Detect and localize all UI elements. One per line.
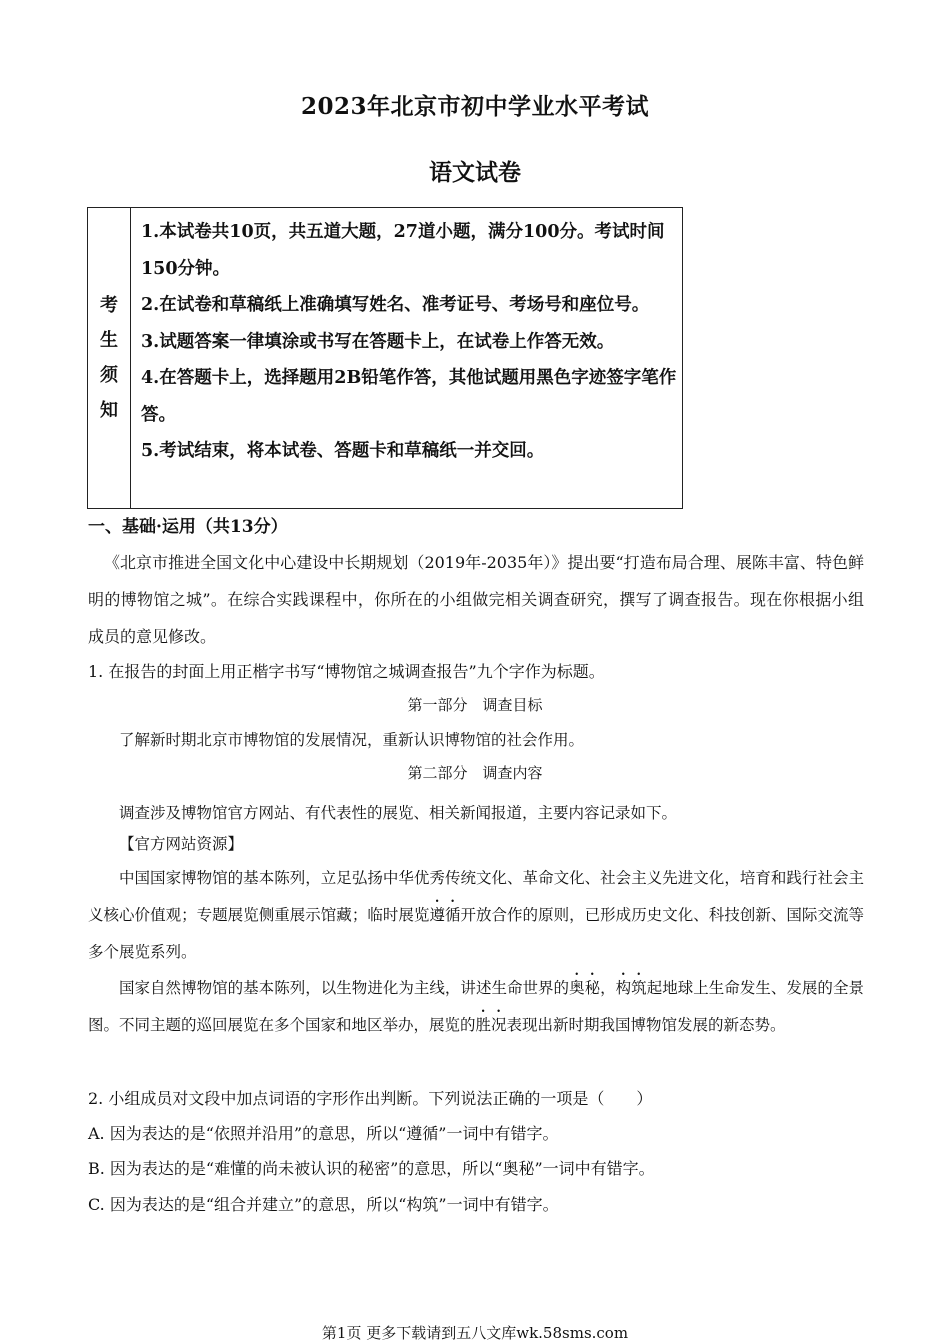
intro-paragraph: 《北京市推进全国文化中心建设中长期规划（2019年-2035年）》提出要“打造布局合理、展陈丰富、特色鲜明的博物馆之城”。在综合实践课程中，你所在的小组做完相关调查研究，撰写了调查报告。现在你根据小组成员的意见修改。	[88, 553, 864, 646]
text-run: 开放合作的原则，已形成历史文化、科技创新、国际交流等多个展览系列。	[88, 906, 864, 961]
museum-paragraph-1	[88, 860, 864, 971]
part-2-heading: 第二部分 调查内容	[407, 764, 543, 782]
notice-label-char: 知	[100, 400, 118, 421]
part-1-heading: 第一部分 调查目标	[407, 696, 543, 714]
question-1: 1. 在报告的封面上用正楷字书写“博物馆之城调查报告”九个字作为标题。	[88, 662, 605, 681]
notice-item: 1.本试卷共10页，共五道大题，27道小题，满分100分。考试时间150分钟。	[141, 222, 665, 279]
text-run: 起地球上生命发生、发展的全景图。不同主题的巡回展览在多个国家和地区举办，展览的	[88, 979, 864, 1034]
option-c: C. 因为表达的是“组合并建立”的意思，所以“构筑”一词中有错字。	[88, 1195, 559, 1214]
text-run: 中国国家博物馆的基本陈列，立足弘扬中华优秀传统文化、革命文化、社会主义先进文化，培育和践行社会主义核心价值观；专题展览侧重展示馆藏；临时展览	[88, 869, 864, 924]
option-b: B. 因为表达的是“难懂的尚未被认识的秘密”的意思，所以“奥秘”一词中有错字。	[88, 1159, 655, 1178]
notice-label-char: 生	[100, 330, 118, 351]
dotted-word: 奥秘	[569, 979, 601, 997]
notice-label	[88, 208, 131, 508]
museum-paragraph-2	[88, 970, 864, 1044]
notice-items	[131, 208, 682, 508]
page-title: 2023年北京市初中学业水平考试	[300, 93, 649, 120]
notice-box	[87, 207, 683, 509]
part-1-body: 了解新时期北京市博物馆的发展情况，重新认识博物馆的社会作用。	[119, 731, 585, 749]
dotted-word: 遵循	[429, 906, 461, 924]
part-2-body: 调查涉及博物馆官方网站、有代表性的展览、相关新闻报道，主要内容记录如下。	[119, 804, 678, 822]
dotted-word: 构筑	[615, 979, 647, 997]
notice-item: 3.试题答案一律填涂或书写在答题卡上，在试卷上作答无效。	[141, 331, 615, 352]
page-footer: 第1页 更多下载请到五八文库wk.58sms.com	[321, 1324, 629, 1342]
page-subtitle: 语文试卷	[429, 159, 521, 186]
notice-label-char: 须	[100, 365, 118, 386]
notice-label-char: 考	[100, 295, 118, 316]
resource-heading: 【官方网站资源】	[119, 835, 244, 853]
section-heading: 一、基础·运用（共13分）	[88, 517, 288, 537]
text-run: ，	[600, 979, 616, 997]
question-2: 2. 小组成员对文段中加点词语的字形作出判断。下列说法正确的一项是（ ）	[88, 1089, 653, 1108]
notice-item: 5.考试结束，将本试卷、答题卡和草稿纸一并交回。	[141, 441, 545, 461]
text-run: 表现出新时期我国博物馆发展的新态势。	[506, 1016, 786, 1034]
dotted-word: 胜况	[475, 1016, 507, 1034]
notice-item: 2.在试卷和草稿纸上准确填写姓名、准考证号、考场号和座位号。	[141, 295, 650, 315]
notice-item: 4.在答题卡上，选择题用2B铅笔作答，其他试题用黑色字迹签字笔作答。	[141, 368, 677, 425]
text-run: 国家自然博物馆的基本陈列，以生物进化为主线，讲述生命世界的	[119, 979, 570, 997]
option-a: A. 因为表达的是“依照并沿用”的意思，所以“遵循”一词中有错字。	[88, 1124, 559, 1143]
